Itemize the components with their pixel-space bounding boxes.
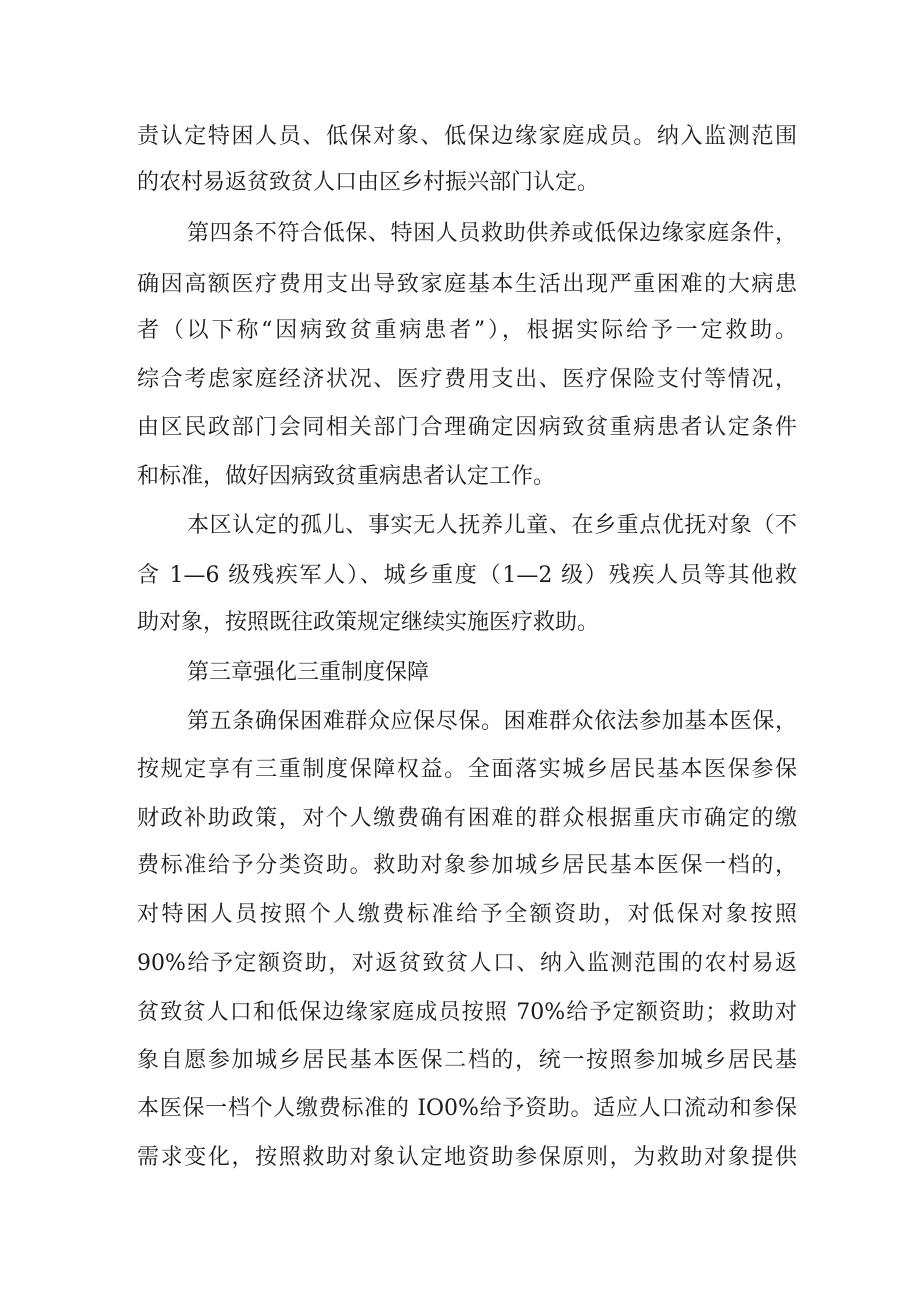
paragraph-line: 本医保一档个人缴费标准的 IO0%给予资助。适应人口流动和参保	[137, 1096, 797, 1121]
paragraph-line: 象自愿参加城乡居民基本医保二档的，统一按照参加城乡居民基	[137, 1048, 797, 1073]
paragraph-line: 的农村易返贫致贫人口由区乡村振兴部门认定。	[137, 170, 600, 195]
paragraph-line: 助对象，按照既往政策规定继续实施医疗救助。	[137, 610, 600, 635]
paragraph-line: 确因高额医疗费用支出导致家庭基本生活出现严重困难的大病患	[137, 272, 797, 297]
paragraph-line: 90%给予定额资助，对返贫致贫人口、纳入监测范围的农村易返	[137, 951, 797, 976]
paragraph-line: 对特困人员按照个人缴费标准给予全额资助，对低保对象按照	[137, 902, 797, 927]
paragraph-line: 费标准给予分类资助。救助对象参加城乡居民基本医保一档的，	[137, 853, 797, 878]
paragraph-line: 和标准，做好因病致贫重病患者认定工作。	[137, 464, 556, 489]
paragraph-line: 第四条不符合低保、特困人员救助供养或低保边缘家庭条件，	[187, 221, 797, 246]
paragraph-line: 第五条确保困难群众应保尽保。困难群众依法参加基本医保，	[187, 709, 797, 734]
paragraph-line: 责认定特困人员、低保对象、低保边缘家庭成员。纳入监测范围	[137, 124, 797, 149]
paragraph-line: 贫致贫人口和低保边缘家庭成员按照 70%给予定额资助；救助对	[137, 1000, 797, 1025]
paragraph-line: 本区认定的孤儿、事实无人抚养儿童、在乡重点优抚对象（不	[187, 513, 797, 538]
paragraph-line: 按规定享有三重制度保障权益。全面落实城乡居民基本医保参保	[137, 757, 797, 782]
paragraph-line: 含 1—6 级残疾军人）、城乡重度（1—2 级）残疾人员等其他救	[137, 563, 797, 588]
paragraph-line: 综合考虑家庭经济状况、医疗费用支出、医疗保险支付等情况，	[137, 367, 797, 392]
paragraph-line: 由区民政部门会同相关部门合理确定因病致贫重病患者认定条件	[137, 415, 797, 440]
paragraph-line: 财政补助政策，对个人缴费确有困难的群众根据重庆市确定的缴	[137, 806, 797, 831]
chapter-heading: 第三章强化三重制度保障	[187, 660, 430, 685]
paragraph-line: 者（以下称“因病致贫重病患者”），根据实际给予一定救助。	[137, 318, 797, 343]
paragraph-line: 需求变化，按照救助对象认定地资助参保原则，为救助对象提供	[137, 1145, 797, 1170]
